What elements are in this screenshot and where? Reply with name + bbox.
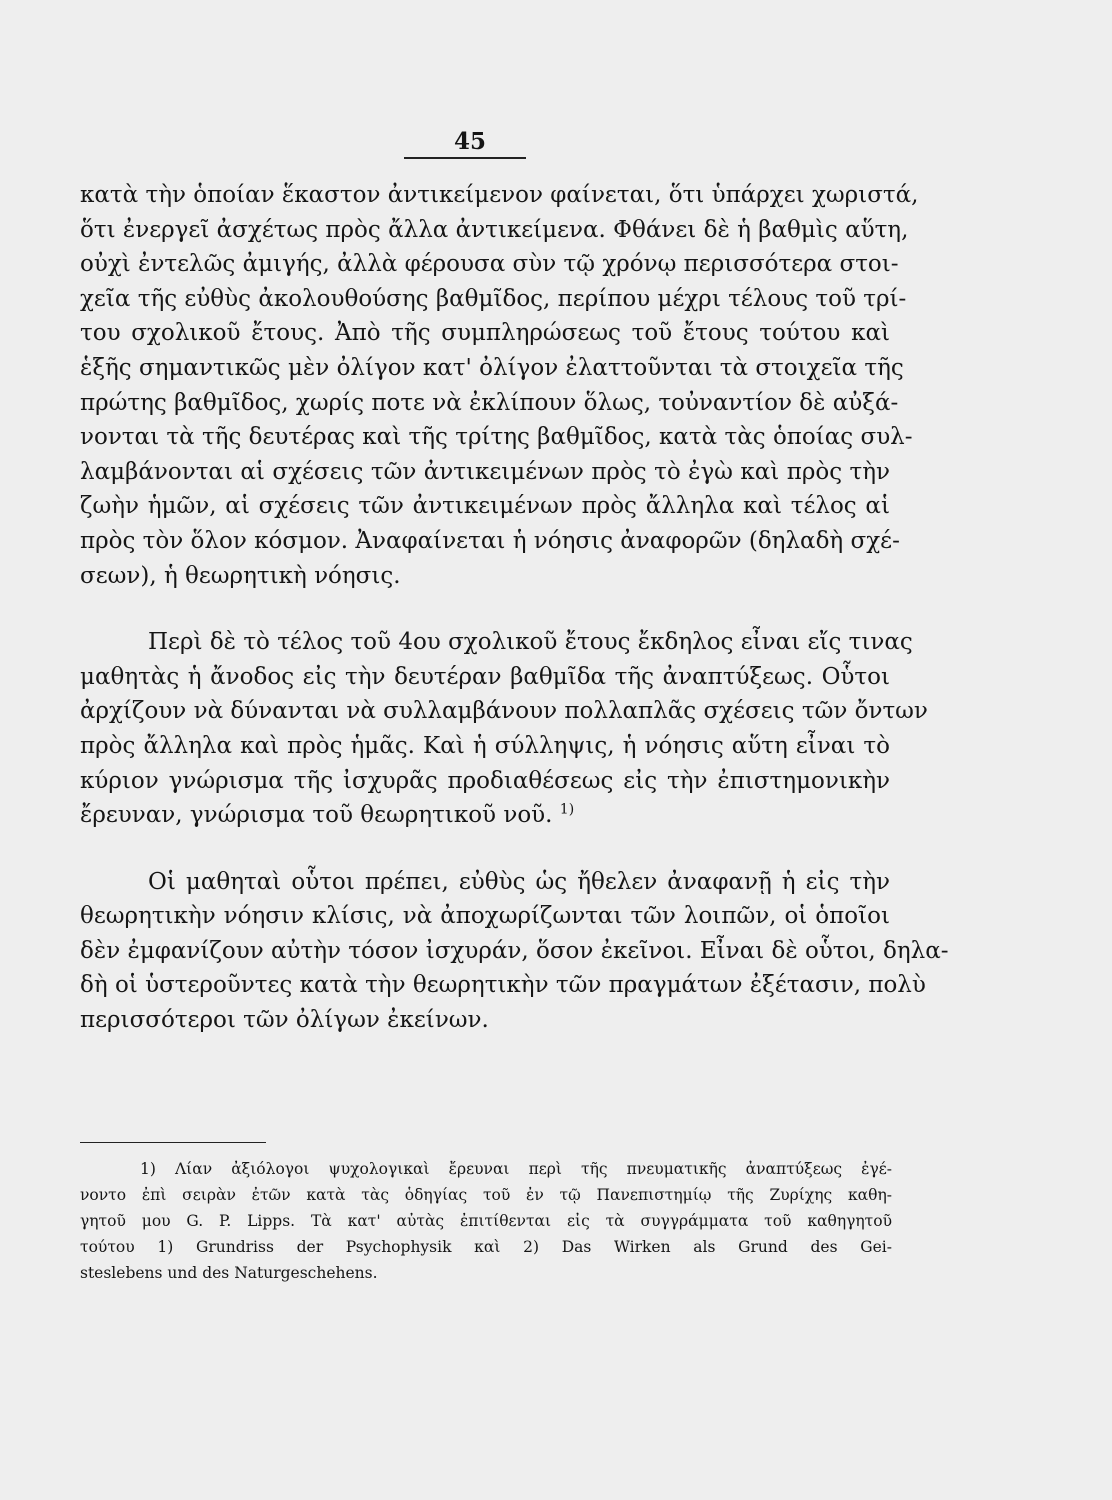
text-line: Οἱ μαθηταὶ οὗτοι πρέπει, εὐθὺς ὡς ἤθελεν ἀναφανῇ ἡ εἰς τὴν [148, 868, 890, 895]
text-line: ἑξῆς σημαντικῶς μὲν ὀλίγον κατ' ὀλίγον ἐλαττοῦνται τὰ στοιχεῖα τῆς [80, 354, 904, 381]
footnote-rule [80, 1142, 266, 1143]
text-line: δὴ οἱ ὑστεροῦντες κατὰ τὴν θεωρητικὴν τῶν πραγμάτων ἐξέτασιν, πολὺ [80, 972, 926, 999]
text-line: οὐχὶ ἐντελῶς ἀμιγής, ἀλλὰ φέρουσα σὺν τῷ χρόνῳ περισσότερα στοι- [80, 251, 899, 278]
text-line: μαθητὰς ἡ ἄνοδος εἰς τὴν δευτέραν βαθμῖδα τῆς ἀναπτύξεως. Οὗτοι [80, 663, 890, 690]
paragraph-gap [80, 593, 890, 625]
paragraph-gap [80, 833, 890, 865]
text-line: ὅτι ἐνεργεῖ ἀσχέτως πρὸς ἄλλα ἀντικείμενα. Φθάνει δὲ ἡ βαθμὶς αὕτη, [80, 216, 909, 243]
text-line: σεων), ἡ θεωρητικὴ νόησις. [80, 562, 401, 589]
text-line: δὲν ἐμφανίζουν αὐτὴν τόσον ἰσχυράν, ὅσον ἐκεῖνοι. Εἶναι δὲ οὗτοι, δηλα- [80, 937, 949, 964]
text-line: του σχολικοῦ ἔτους. Ἀπὸ τῆς συμπληρώσεως τοῦ ἔτους τούτου καὶ [80, 320, 890, 347]
footnote-line: τούτου 1) Grundriss der Psychophysik καὶ 2) Das Wirken als Grund des Gei- [80, 1238, 892, 1256]
text-line: ζωὴν ἡμῶν, αἱ σχέσεις τῶν ἀντικειμένων πρὸς ἄλληλα καὶ τέλος αἱ [80, 493, 890, 520]
text-line: Περὶ δὲ τὸ τέλος τοῦ 4ου σχολικοῦ ἔτους ἔκδηλος εἶναι εἴς τινας [148, 629, 913, 656]
footnote-line: νοντο ἐπὶ σειρὰν ἐτῶν κατὰ τὰς ὁδηγίας τοῦ ἐν τῷ Πανεπιστημίῳ τῆς Ζυρίχης καθη- [80, 1186, 892, 1204]
text-line: κύριον γνώρισμα τῆς ἰσχυρᾶς προδιαθέσεως εἰς τὴν ἐπιστημονικὴν [80, 767, 890, 794]
paragraph-1 [80, 178, 919, 593]
text-line [80, 798, 890, 833]
text-line: λαμβάνονται αἱ σχέσεις τῶν ἀντικειμένων πρὸς τὸ ἐγὼ καὶ πρὸς τὴν [80, 458, 890, 485]
text-line: χεῖα τῆς εὐθὺς ἀκολουθούσης βαθμῖδος, περίπου μέχρι τέλους τοῦ τρί- [80, 285, 907, 312]
text-line: ἀρχίζουν νὰ δύνανται νὰ συλλαμβάνουν πολλαπλᾶς σχέσεις τῶν ὄντων [80, 698, 928, 725]
footnote [80, 1156, 892, 1286]
footnote-reference: 1) [559, 801, 575, 818]
text-line: νονται τὰ τῆς δευτέρας καὶ τῆς τρίτης βαθμῖδος, κατὰ τὰς ὁποίας συλ- [80, 424, 913, 451]
paragraph-3 [80, 865, 949, 1038]
text-line-content: ἔρευναν, γνώρισμα τοῦ θεωρητικοῦ νοῦ. [80, 802, 553, 829]
header-rule [404, 157, 526, 159]
page-number: 45 [453, 128, 486, 155]
body-text [80, 178, 949, 1038]
footnote-line: steslebens und des Naturgeschehens. [80, 1264, 378, 1282]
text-line: πρώτης βαθμῖδος, χωρίς ποτε νὰ ἐκλίπουν ὅλως, τοὐναντίον δὲ αὐξά- [80, 389, 899, 416]
text-line: κατὰ τὴν ὁποίαν ἕκαστον ἀντικείμενον φαίνεται, ὅτι ὑπάρχει χωριστά, [80, 182, 919, 208]
footnote-line: 1) Λίαν ἀξιόλογοι ψυχολογικαὶ ἔρευναι περὶ τῆς πνευματικῆς ἀναπτύξεως ἐγέ- [140, 1160, 892, 1178]
paragraph-2 [80, 625, 928, 833]
footnote-line: γητοῦ μου G. P. Lipps. Τὰ κατ' αὐτὰς ἐπιτίθενται εἰς τὰ συγγράμματα τοῦ καθηγητοῦ [80, 1212, 892, 1230]
text-line: πρὸς τὸν ὅλον κόσμον. Ἀναφαίνεται ἡ νόησις ἀναφορῶν (δηλαδὴ σχέ- [80, 527, 900, 554]
text-line: περισσότεροι τῶν ὀλίγων ἐκείνων. [80, 1007, 489, 1034]
text-line: πρὸς ἄλληλα καὶ πρὸς ἡμᾶς. Καὶ ἡ σύλληψις, ἡ νόησις αὕτη εἶναι τὸ [80, 732, 890, 759]
text-line: θεωρητικὴν νόησιν κλίσις, νὰ ἀποχωρίζωνται τῶν λοιπῶν, οἱ ὁποῖοι [80, 903, 890, 930]
